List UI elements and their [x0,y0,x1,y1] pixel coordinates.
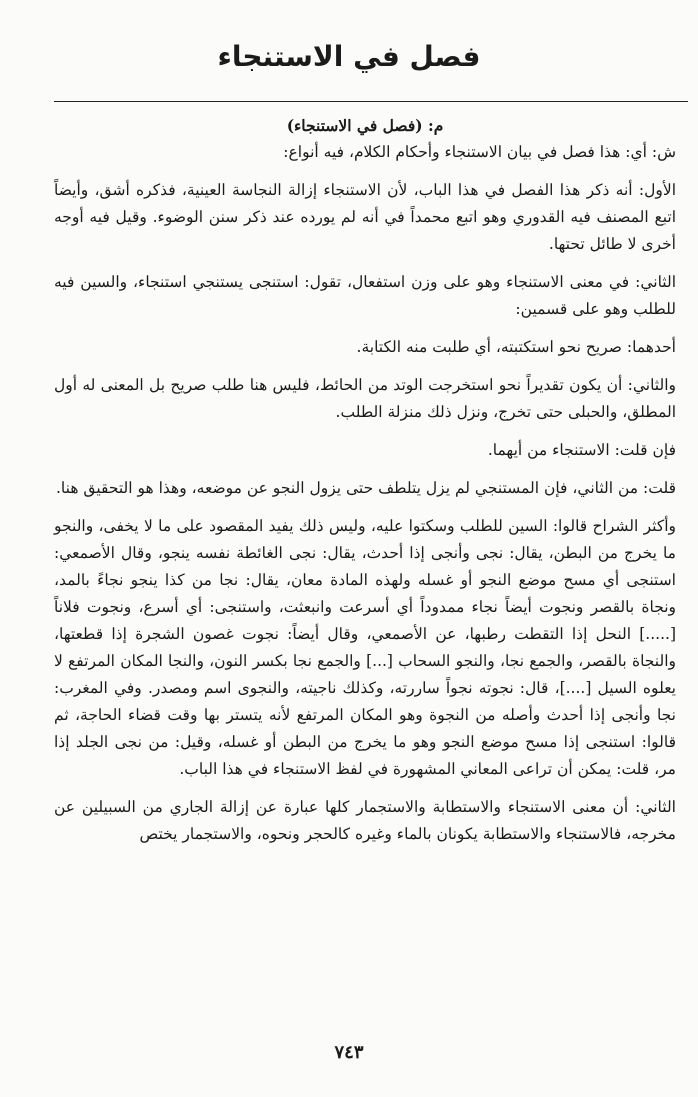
page-number: ٧٤٣ [334,1042,364,1063]
paragraph-meaning: الثاني: أن معنى الاستنجاء والاستطابة والاستجمار كلها عبارة عن إزالة الجاري من السبيلين عن مخرجه، فالاستنجاء والاستطابة يكونان بالماء وغيره كالحجر ونحوه، والاستجمار يختص [54,798,676,843]
matn-heading: م: (فصل في الاستنجاء) [286,116,444,135]
commentary-intro: ش: أي: هذا فصل في بيان الاستنجاء وأحكام الكلام، فيه أنواع: [283,143,676,161]
paragraph-second-type: والثاني: أن يكون تقديراً نحو استخرجت الوتد من الحائط، فليس هنا طلب صريح بل المعنى له أول المطلق، والحبلى حتى تخرج، ونزل ذلك منزلة الطلب. [54,376,676,421]
paragraph-second: الثاني: في معنى الاستنجاء وهو على وزن استفعال، تقول: استنجى يستنجي استنجاء، والسين فيه للطلب وهو على قسمين: [54,273,676,318]
chapter-title: فصل في الاستنجاء [217,40,481,73]
paragraph-first-type: أحدهما: صريح نحو استكتبته، أي طلبت منه الكتابة. [356,338,676,356]
paragraph-first: الأول: أنه ذكر هذا الفصل في هذا الباب، لأن الاستنجاء إزالة النجاسة العينية، فذكره أشق، وأيضاً اتبع المصنف فيه القدوري وهو اتبع محمداً في أنه لم يورده عند ذكر سنن الوضوء. وقيل فيه أوجه أخرى لا طائل تحتها. [54,181,676,253]
header-divider [54,101,688,102]
paragraph-answer: قلت: من الثاني، فإن المستنجي لم يزل يتلطف حتى يزول النجو عن موضعه، وهذا هو التحقيق هنا. [56,479,676,497]
paragraph-question: فإن قلت: الاستنجاء من أيهما. [487,441,676,459]
paragraph-commentators: وأكثر الشراح قالوا: السين للطلب وسكتوا عليه، وليس ذلك يفيد المقصود على ما لا يخفى، والنجو ما يخرج من البطن، يقال: نجى وأنجى إذا أحدث، يقال: نجى الغائطة نفسه ينجو، وقال الأصمعي: استنجى أي مسح موضع النجو أو غسله ولهذه المادة معان، يقال: نجا من كذا ينجو نجاءً بالمد، ونجاة بالقصر ونجوت أيضاً نجاء ممدوداً أي أسرعت وانبعثت، واستنجى: أي أسرع، ونجوت فلاناً [.....] النحل إذا التقطت رطبها، عن الأصمعي، وقال أيضاً: نجوت غصون الشجرة إذا قطعتها، والنجاة بالقصر، والجمع نجا، والنجو السحاب [...] والجمع نجا بكسر النون، والنجا المكان المرتفع لا يعلوه السيل [....]، قال: نجوته نجواً ساررته، وكذلك ناجيته، والنجوى اسم ومصدر. وفي المغرب: نجا وأنجى إذا أحدث وأصله من النجوة وهو المكان المرتفع لأنه يتستر بها وقت قضاء الحاجة، ثم قالوا: استنجى إذا مسح موضع النجو وهو ما يخرج من البطن أو غسله، وقيل: من نجى الجلد إذا مر، قلت: يمكن أن تراعى المعاني المشهورة في لفظ الاستنجاء في هذا الباب. [54,517,676,778]
page-body [54,112,676,848]
